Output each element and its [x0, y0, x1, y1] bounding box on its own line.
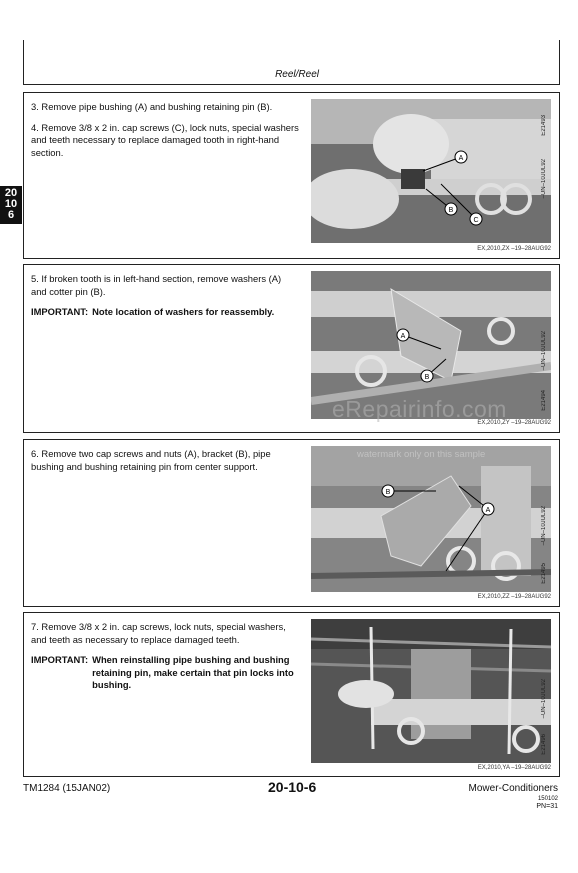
photo-code: –UN–10JUL92: [541, 331, 547, 371]
footer-date-code: 150102: [537, 796, 558, 802]
important-label: IMPORTANT:: [31, 306, 89, 317]
callout-c: C: [473, 217, 479, 224]
callout-b: B: [424, 374, 430, 381]
step-paragraph: 5. If broken tooth is in left-hand section, remove washers (A) and cotter pin (B).: [31, 273, 282, 297]
step-photo: [311, 99, 551, 243]
section-tab-line: 6: [7, 209, 15, 221]
step-paragraph: 3. Remove pipe bushing (A) and bushing retaining pin (B).: [31, 101, 273, 112]
page-header: [23, 40, 560, 85]
footer-page-number: 20-10-6: [268, 779, 317, 795]
important-text: When reinstalling pipe bushing and bushing retaining pin, make certain that pin locks into bushing.: [92, 654, 294, 690]
photo-caption: EX,2010,ZX –19–28AUG92: [477, 246, 551, 252]
photo-code: –UN–10JUL92: [541, 679, 547, 719]
photo-code: –UN–10JUL92: [541, 159, 547, 199]
photo-caption: EX,2010,YA –19–28AUG92: [477, 765, 551, 771]
step-text: [31, 273, 299, 319]
photo-id: E21493: [541, 115, 547, 136]
photo-caption: EX,2010,ZY –19–28AUG92: [477, 420, 551, 426]
step-block-4: [23, 612, 560, 777]
step-paragraph: 7. Remove 3/8 x 2 in. cap screws, lock nuts, special washers, and teeth as necessary to replace damaged teeth.: [31, 621, 286, 645]
step-paragraph: 4. Remove 3/8 x 2 in. cap screws (C), lock nuts, special washers and teeth necessary to replace damaged tooth in right-hand section.: [31, 121, 299, 158]
photo-caption: EX,2010,ZZ –19–28AUG92: [477, 594, 551, 600]
step-photo: [311, 619, 551, 763]
callout-a: A: [400, 333, 406, 340]
photo-id: E21495: [541, 563, 547, 584]
footer-title: Mower-Conditioners: [468, 783, 558, 794]
footer-pn: PN=31: [536, 803, 558, 810]
photo-illustration: [311, 99, 551, 243]
important-text: Note location of washers for reassembly.: [92, 306, 275, 317]
callout-b: B: [385, 489, 391, 496]
photo-illustration: [311, 446, 551, 592]
step-paragraph: 6. Remove two cap screws and nuts (A), bracket (B), pipe bushing and bushing retaining pin from center support.: [31, 448, 271, 472]
section-tab-line: 20: [4, 187, 18, 199]
callout-a: A: [458, 155, 464, 162]
step-block-1: [23, 92, 560, 259]
section-tab-line: 10: [4, 198, 18, 210]
step-text: [31, 448, 299, 481]
section-tab: [0, 186, 22, 224]
callout-a: A: [485, 507, 491, 514]
step-photo: [311, 446, 551, 592]
step-text: [31, 101, 299, 167]
step-block-3: [23, 439, 560, 607]
important-note: [31, 654, 299, 692]
watermark-subtext: watermark only on this sample: [357, 449, 486, 460]
important-note: [31, 306, 299, 319]
step-text: [31, 621, 299, 692]
watermark: eRepairinfo.com: [332, 396, 507, 422]
photo-id: E21496: [541, 734, 547, 755]
photo-id: E21494: [541, 390, 547, 411]
callout-b: B: [448, 207, 454, 214]
important-label: IMPORTANT:: [31, 654, 89, 665]
header-title: Reel/Reel: [275, 69, 319, 80]
footer-doc-id: TM1284 (15JAN02): [23, 783, 111, 794]
photo-code: –UN–10JUL92: [541, 506, 547, 546]
photo-illustration: [311, 619, 551, 763]
